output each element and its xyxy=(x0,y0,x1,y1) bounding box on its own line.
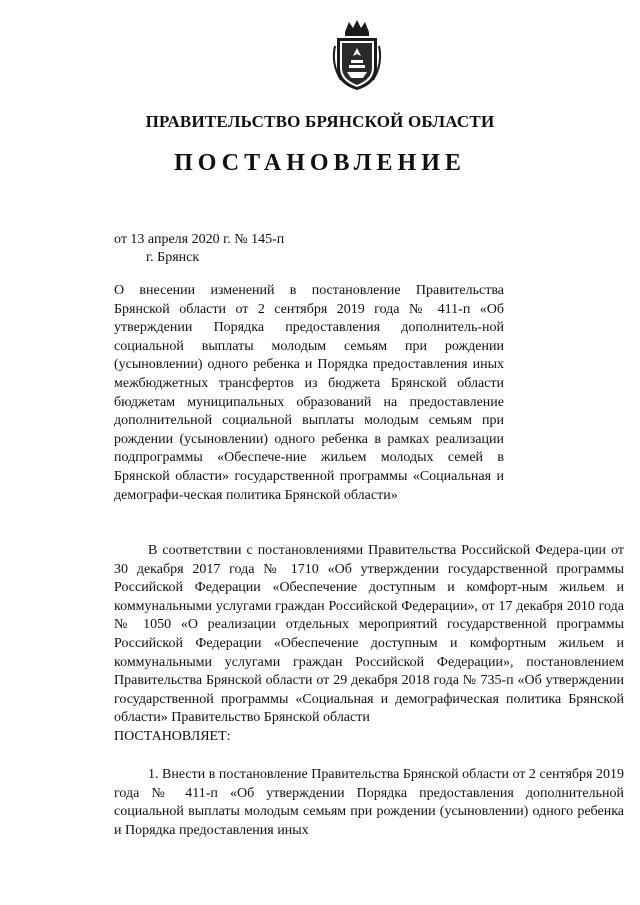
bryansk-coat-of-arms-icon xyxy=(327,18,387,92)
date-and-number: от 13 апреля 2020 г. № 145-п xyxy=(114,232,285,247)
preamble-paragraph: В соответствии с постановлениями Правительства Российской Федера-ции от 30 декабря 2017 года № 1710 «Об утверждении государственной программы Российской Федерации «Обеспечение доступным и комфорт-ным жильем и коммунальными услугами граждан Российской Федерации», от 17 декабря 2010 года № 1050 «О реализации отдельных мероприятий государственной программы Российской Федерации «Обеспечение доступным и комфортным жильем и коммунальными услугами граждан Российской Федерации», постановлением Правительства Брянской области от 29 декабря 2018 года № 735-п «Об утверждении государственной программы «Социальная и демографическая политика Брянской области» Правительство Брянской области xyxy=(114,543,624,726)
document-subject: О внесении изменений в постановление Правительства Брянской области от 2 сентября 2019 года № 411-п «Об утверждении Порядка предоставления дополнитель-ной социальной выплаты молодым семьям при рождении (усыновлении) одного ребенка и Порядка предоставления иных межбюджетных трансфертов из бюджета Брянской области бюджетам муниципальных образований на предоставление дополнительной социальной выплаты молодым семьям при рождении (усыновлении) одного ребенка в рамках реализации подпрограммы «Обеспече-ние жильем молодых семей в Брянской области» государственной программы «Социальная и демографи-ческая политика Брянской области» xyxy=(114,283,504,503)
document-type-title: ПОСТАНОВЛЕНИЕ xyxy=(174,150,466,176)
item-1-paragraph: 1. Внести в постановление Правительства Брянской области от 2 сентября 2019 года № 411-п «Об утверждении Порядка предоставления дополнительной социальной выплаты молодым семьям при рождении (усыновлении) одного ребенка и Порядка предоставления иных xyxy=(114,767,624,838)
decree-word: ПОСТАНОВЛЯЕТ: xyxy=(114,729,231,744)
organization-title: ПРАВИТЕЛЬСТВО БРЯНСКОЙ ОБЛАСТИ xyxy=(145,112,495,131)
city: г. Брянск xyxy=(146,250,200,265)
